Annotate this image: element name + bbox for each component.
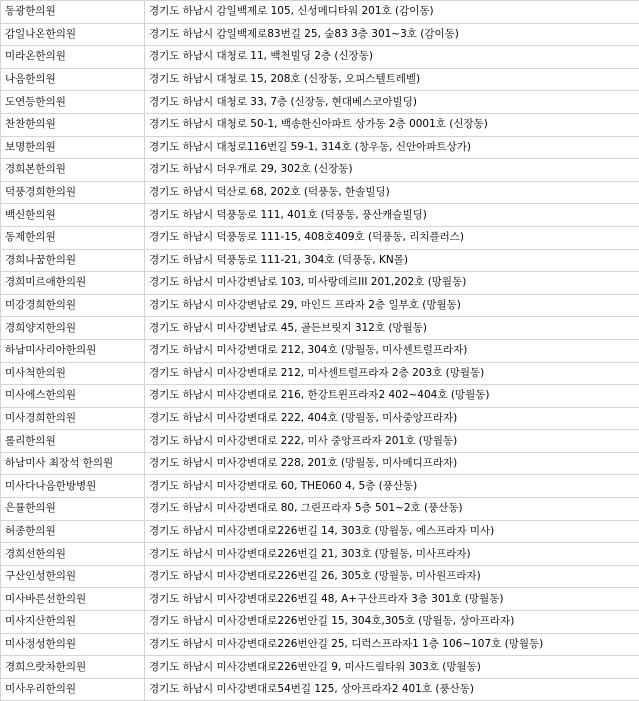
clinic-address-cell[interactable]: 경기도 하남시 미사강변대로 60, THE060 4, 5층 (풍산동) bbox=[145, 475, 639, 498]
clinic-table-body bbox=[1, 1, 639, 701]
table-row bbox=[1, 159, 639, 182]
clinic-name-cell[interactable]: 롤리한의원 bbox=[1, 430, 145, 453]
table-row bbox=[1, 204, 639, 227]
table-row bbox=[1, 452, 639, 475]
clinic-address-cell[interactable]: 경기도 하남시 대청로 50-1, 백송한신아파트 상가동 2층 0001호 (신장동) bbox=[145, 113, 639, 136]
clinic-name-cell[interactable]: 미사에스한의원 bbox=[1, 385, 145, 408]
table-row bbox=[1, 656, 639, 679]
clinic-address-cell[interactable]: 경기도 하남시 미사강변대로226번길 26, 305호 (망월동, 미사원프라자) bbox=[145, 565, 639, 588]
table-row bbox=[1, 520, 639, 543]
clinic-address-cell[interactable]: 경기도 하남시 대청로 11, 백천빌딩 2층 (신장동) bbox=[145, 46, 639, 69]
clinic-address-cell[interactable]: 경기도 하남시 덕풍동로 111-21, 304호 (덕풍동, KN몰) bbox=[145, 249, 639, 272]
table-row bbox=[1, 249, 639, 272]
clinic-address-cell[interactable]: 경기도 하남시 미사강변대로226번안길 25, 디럭스프라자1 1층 106~107호 (망월동) bbox=[145, 633, 639, 656]
clinic-name-cell[interactable]: 찬찬한의원 bbox=[1, 113, 145, 136]
clinic-name-cell[interactable]: 경희나꿈한의원 bbox=[1, 249, 145, 272]
table-row bbox=[1, 407, 639, 430]
clinic-address-cell[interactable]: 경기도 하남시 미사강변대로 212, 304호 (망월동, 미사센트럴프라자) bbox=[145, 339, 639, 362]
clinic-name-cell[interactable]: 미사바른선한의원 bbox=[1, 588, 145, 611]
clinic-address-cell[interactable]: 경기도 하남시 감일백제로83번길 25, 숲83 3층 301~3호 (감이동) bbox=[145, 23, 639, 46]
clinic-name-cell[interactable]: 감일나온한의원 bbox=[1, 23, 145, 46]
clinic-address-cell[interactable]: 경기도 하남시 미사강변대로 228, 201호 (망월동, 미사메디프라자) bbox=[145, 452, 639, 475]
table-row bbox=[1, 317, 639, 340]
clinic-name-cell[interactable]: 하남미사리아한의원 bbox=[1, 339, 145, 362]
clinic-address-cell[interactable]: 경기도 하남시 미사강변대로226번안길 9, 미사드림타워 303호 (망월동) bbox=[145, 656, 639, 679]
table-row bbox=[1, 136, 639, 159]
clinic-name-cell[interactable]: 미강경희한의원 bbox=[1, 294, 145, 317]
clinic-address-cell[interactable]: 경기도 하남시 덕산로 68, 202호 (덕풍동, 한솔빌딩) bbox=[145, 181, 639, 204]
clinic-address-cell[interactable]: 경기도 하남시 미사강변대로 216, 한강트윈프라자2 402~404호 (망월동) bbox=[145, 385, 639, 408]
table-row bbox=[1, 113, 639, 136]
table-row bbox=[1, 430, 639, 453]
clinic-address-cell[interactable]: 경기도 하남시 덕풍동로 111-15, 408호409호 (덕풍동, 리치플러스) bbox=[145, 226, 639, 249]
clinic-address-cell[interactable]: 경기도 하남시 미사강변대로 80, 그린프라자 5층 501~2호 (풍산동) bbox=[145, 498, 639, 521]
table-row bbox=[1, 226, 639, 249]
clinic-name-cell[interactable]: 은률한의원 bbox=[1, 498, 145, 521]
table-row bbox=[1, 23, 639, 46]
table-row bbox=[1, 498, 639, 521]
clinic-name-cell[interactable]: 허종한의원 bbox=[1, 520, 145, 543]
clinic-name-cell[interactable]: 미사척한의원 bbox=[1, 362, 145, 385]
clinic-address-cell[interactable]: 경기도 하남시 대청로 15, 208호 (신장동, 오피스텔트레벨) bbox=[145, 68, 639, 91]
clinic-name-cell[interactable]: 미사경희한의원 bbox=[1, 407, 145, 430]
clinic-address-cell[interactable]: 경기도 하남시 대청로116번길 59-1, 314호 (창우동, 신안아파트상가) bbox=[145, 136, 639, 159]
table-row bbox=[1, 1, 639, 24]
clinic-name-cell[interactable]: 경희본한의원 bbox=[1, 159, 145, 182]
clinic-name-cell[interactable]: 하남미사 최장석 한의원 bbox=[1, 452, 145, 475]
clinic-address-cell[interactable]: 경기도 하남시 더우개로 29, 302호 (신장동) bbox=[145, 159, 639, 182]
clinic-name-cell[interactable]: 미사정성한의원 bbox=[1, 633, 145, 656]
clinic-name-cell[interactable]: 동광한의원 bbox=[1, 1, 145, 24]
clinic-address-cell[interactable]: 경기도 하남시 미사강변남로 45, 골든브릿지 312호 (망월동) bbox=[145, 317, 639, 340]
clinic-address-cell[interactable]: 경기도 하남시 미사강변대로226번길 14, 303호 (망월동, 예스프라자 미사) bbox=[145, 520, 639, 543]
clinic-address-cell[interactable]: 경기도 하남시 덕풍동로 111, 401호 (덕풍동, 풍산캐슬빌딩) bbox=[145, 204, 639, 227]
clinic-address-cell[interactable]: 경기도 하남시 미사강변대로 222, 404호 (망월동, 미사중앙프라자) bbox=[145, 407, 639, 430]
clinic-address-cell[interactable]: 경기도 하남시 미사강변대로54번길 125, 상아프라자2 401호 (풍산동) bbox=[145, 678, 639, 701]
table-row bbox=[1, 46, 639, 69]
table-row bbox=[1, 678, 639, 701]
clinic-name-cell[interactable]: 동제한의원 bbox=[1, 226, 145, 249]
table-row bbox=[1, 181, 639, 204]
clinic-name-cell[interactable]: 보명한의원 bbox=[1, 136, 145, 159]
table-row bbox=[1, 565, 639, 588]
clinic-address-cell[interactable]: 경기도 하남시 미사강변대로226번안길 15, 304호,305호 (망월동, 상아프라자) bbox=[145, 611, 639, 634]
clinic-name-cell[interactable]: 경희으랏차한의원 bbox=[1, 656, 145, 679]
clinic-name-cell[interactable]: 도연등한의원 bbox=[1, 91, 145, 114]
table-row bbox=[1, 339, 639, 362]
clinic-name-cell[interactable]: 나음한의원 bbox=[1, 68, 145, 91]
clinic-name-cell[interactable]: 경희양지한의원 bbox=[1, 317, 145, 340]
table-row bbox=[1, 362, 639, 385]
clinic-address-cell[interactable]: 경기도 하남시 미사강변대로226번길 48, A+구산프라자 3층 301호 (망월동) bbox=[145, 588, 639, 611]
table-row bbox=[1, 385, 639, 408]
table-row bbox=[1, 633, 639, 656]
clinic-name-cell[interactable]: 경희미르애한의원 bbox=[1, 272, 145, 295]
table-row bbox=[1, 543, 639, 566]
clinic-address-cell[interactable]: 경기도 하남시 미사강변대로 212, 미사센트럴프라자 2층 203호 (망월동) bbox=[145, 362, 639, 385]
clinic-name-cell[interactable]: 구산인성한의원 bbox=[1, 565, 145, 588]
clinic-address-cell[interactable]: 경기도 하남시 대청로 33, 7층 (신장동, 현대베스코아빌딩) bbox=[145, 91, 639, 114]
table-row bbox=[1, 91, 639, 114]
clinic-name-cell[interactable]: 덕풍경희한의원 bbox=[1, 181, 145, 204]
table-row bbox=[1, 475, 639, 498]
clinic-name-cell[interactable]: 백신한의원 bbox=[1, 204, 145, 227]
clinic-address-cell[interactable]: 경기도 하남시 감일백제로 105, 신성메디타워 201호 (감이동) bbox=[145, 1, 639, 24]
table-row bbox=[1, 611, 639, 634]
table-row bbox=[1, 272, 639, 295]
clinic-address-cell[interactable]: 경기도 하남시 미사강변남로 103, 미사랑데르III 201,202호 (망월동) bbox=[145, 272, 639, 295]
clinic-address-cell[interactable]: 경기도 하남시 미사강변대로 222, 미사 중앙프라자 201호 (망월동) bbox=[145, 430, 639, 453]
table-row bbox=[1, 68, 639, 91]
table-row bbox=[1, 588, 639, 611]
clinic-name-cell[interactable]: 미라온한의원 bbox=[1, 46, 145, 69]
clinic-name-cell[interactable]: 미사다나음한방병원 bbox=[1, 475, 145, 498]
clinic-name-cell[interactable]: 미사우리한의원 bbox=[1, 678, 145, 701]
clinic-address-cell[interactable]: 경기도 하남시 미사강변남로 29, 마인드 프라자 2층 일부호 (망월동) bbox=[145, 294, 639, 317]
clinic-name-cell[interactable]: 경희선한의원 bbox=[1, 543, 145, 566]
table-row bbox=[1, 294, 639, 317]
clinic-address-cell[interactable]: 경기도 하남시 미사강변대로226번길 21, 303호 (망월동, 미사프라자) bbox=[145, 543, 639, 566]
clinic-name-cell[interactable]: 미사지산한의원 bbox=[1, 611, 145, 634]
